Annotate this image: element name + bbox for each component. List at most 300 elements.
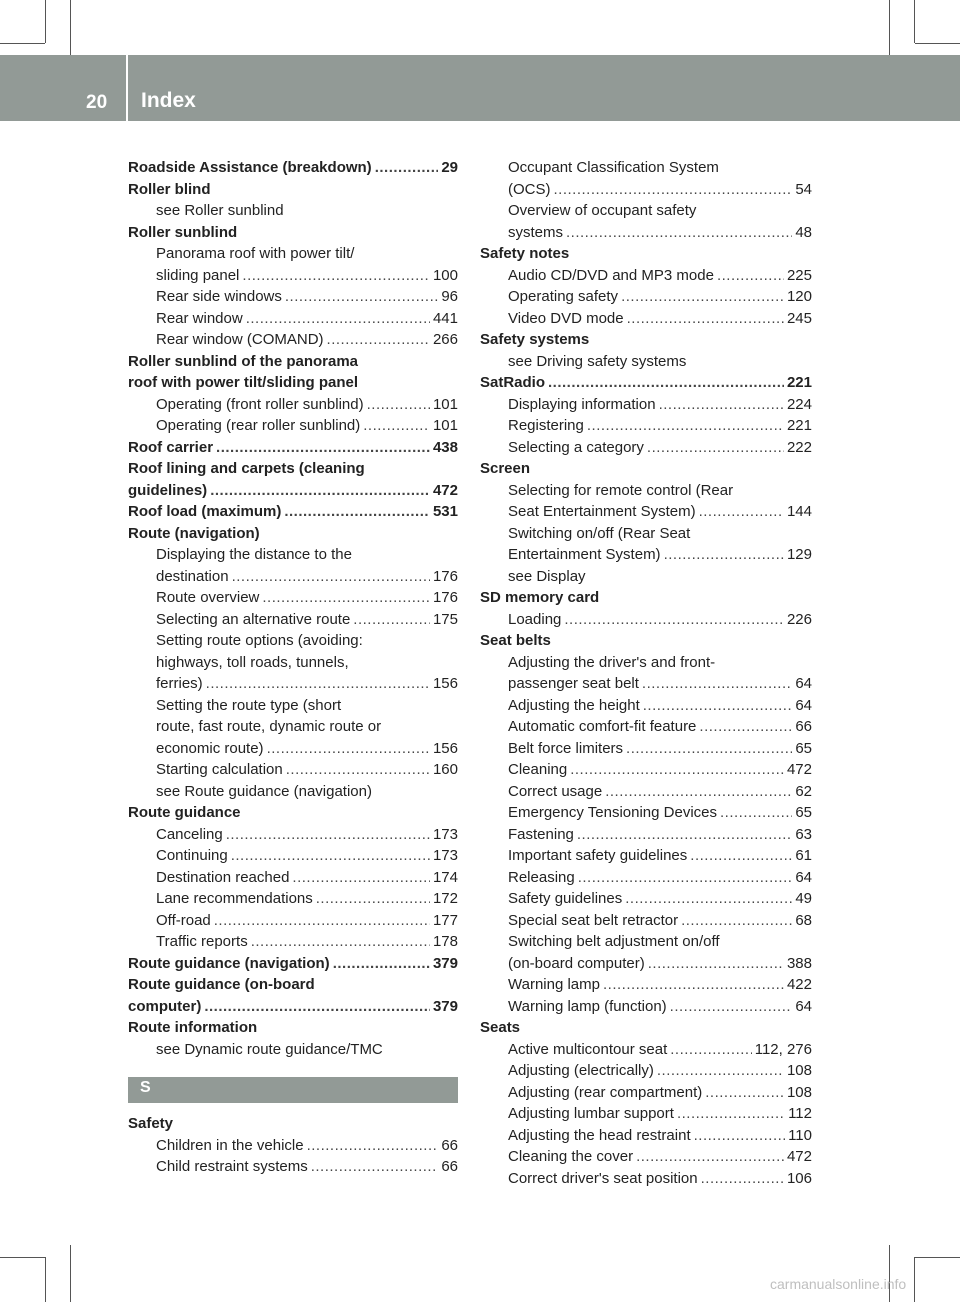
index-entry-heading [128,157,458,179]
entry-text: Route guidance [128,804,241,821]
page-reference: 101 [432,395,458,413]
leader-dots [333,953,430,975]
entry-text: Special seat belt retractor [508,911,679,929]
entry-text: Adjusting the driver's and front- [508,653,716,671]
leader-dots [694,1125,785,1147]
page-reference: 106 [786,1169,812,1187]
page-reference: 379 [432,954,458,972]
index-entry-heading [128,222,458,244]
page-reference: 108 [786,1083,812,1101]
index-entry-sub [128,587,458,609]
entry-text: Loading [508,610,562,628]
leader-dots [699,716,792,738]
entry-text: Roller sunblind of the panorama [128,352,359,370]
entry-text: Selecting for remote control (Rear [508,481,734,499]
page-reference: 101 [432,417,458,434]
index-entry-sub [128,673,458,695]
page-reference: 64 [795,675,812,692]
index-entry-sub [480,265,812,287]
index-entry-heading [128,351,458,373]
page-reference: 66 [795,718,812,735]
index-entry-heading [128,458,458,480]
leader-dots [246,308,430,330]
entry-text: Setting the route type (short [156,696,342,714]
crop-mark [70,1245,71,1302]
index-entry-sub [480,523,812,545]
crop-mark [0,43,45,44]
leader-dots [566,222,792,244]
entry-text: Roadside Assistance (breakdown) [128,159,372,176]
index-entry-sub [480,286,812,308]
index-entry-sub [480,759,812,781]
index-entry-sub [480,910,812,932]
page-reference: 226 [786,610,812,628]
index-entry-sub [128,759,458,781]
entry-text: Audio CD/DVD and MP3 mode [508,266,714,284]
page-reference: 112 [788,1105,812,1122]
page-reference: 29 [441,159,458,176]
entry-text: Occupant Classification System [508,159,719,176]
index-entry-sub [128,652,458,674]
entry-text: economic route) [156,739,264,757]
entry-text: see Driving safety systems [508,352,687,370]
page-reference: 108 [786,1062,812,1079]
entry-text: Cleaning [508,761,568,778]
entry-text: Rear window (COMAND) [156,331,324,348]
index-entry-sub [128,695,458,717]
page-reference: 225 [786,266,812,284]
crop-mark [889,0,890,55]
leader-dots [226,824,430,846]
crop-mark [914,1257,915,1302]
index-entry-sub [128,394,458,416]
leader-dots [232,566,430,588]
page-reference: 64 [795,997,812,1015]
entry-text: Selecting a category [508,438,644,456]
page-reference: 64 [795,868,812,886]
leader-dots [210,480,430,502]
index-entry-sub [480,1103,812,1125]
entry-text: (OCS) [508,180,551,198]
crop-mark [915,43,960,44]
leader-dots [627,308,784,330]
leader-dots [311,1156,439,1178]
page-reference: 173 [432,825,458,843]
index-entry-heading [128,996,458,1018]
index-entry-heading [128,501,458,523]
index-entry-sub [480,501,812,523]
entry-text: Seat Entertainment System) [508,503,696,520]
entry-text: Starting calculation [156,761,283,778]
leader-dots [664,544,784,566]
leader-dots [367,394,430,416]
entry-text: guidelines) [128,481,208,499]
index-entry-sub [480,996,812,1018]
leader-dots [677,1103,785,1125]
page-reference: 176 [432,589,458,606]
entry-text: Route guidance (on-board [128,976,315,993]
index-entry-sub [480,953,812,975]
index-entry-sub [480,480,812,502]
index-entry-sub [128,716,458,738]
leader-dots [587,415,784,437]
leader-dots [657,1060,784,1082]
entry-text: Route guidance (navigation) [128,954,330,972]
leader-dots [216,437,430,459]
entry-text: Selecting an alternative route [156,610,351,628]
entry-text: Safety guidelines [508,890,623,907]
leader-dots [720,802,792,824]
leader-dots [648,953,784,975]
index-entry-sub [480,716,812,738]
page-reference: 175 [432,610,458,628]
index-entry-sub [128,867,458,889]
entry-text: Safety [128,1115,174,1132]
index-entry-sub [480,802,812,824]
leader-dots [251,931,430,953]
page-reference: 100 [432,266,458,284]
entry-text: Seat belts [480,632,551,649]
entry-text: Continuing [156,847,228,864]
leader-dots [570,759,784,781]
index-entry-heading [128,372,458,394]
entry-text: Adjusting (rear compartment) [508,1083,703,1101]
leader-dots [206,673,430,695]
index-entry-heading [480,587,812,609]
page-reference: 62 [795,782,812,800]
entry-text: Screen [480,460,531,477]
index-entry-sub [128,888,458,910]
entry-text: Setting route options (avoiding: [156,632,363,649]
index-entry-heading [128,1017,458,1039]
leader-dots [307,1135,439,1157]
entry-text: systems [508,223,564,241]
page-number: 20 [86,92,108,113]
page-reference: 64 [795,696,812,714]
entry-text: Adjusting (electrically) [508,1062,654,1079]
entry-text: Warning lamp [508,976,600,993]
index-entry-sub [480,609,812,631]
index-entry-sub [480,673,812,695]
entry-text: Lane recommendations [156,890,313,907]
page-reference: 379 [432,997,458,1015]
page-reference: 438 [432,438,458,456]
page-reference: 177 [432,911,458,929]
entry-text: Traffic reports [156,933,248,950]
leader-dots [285,286,438,308]
page-reference: 222 [786,438,812,456]
leader-dots [316,888,430,910]
index-entry-sub [480,1168,812,1190]
index-entry-sub [128,329,458,351]
entry-text: Automatic comfort-fit feature [508,718,697,735]
entry-text: Rear window [156,309,243,327]
page-reference: 178 [432,933,458,950]
entry-text: Roller blind [128,180,211,198]
entry-text: Adjusting the height [508,696,640,714]
entry-text: computer) [128,997,202,1015]
entry-text: see Route guidance (navigation) [156,782,372,800]
section-letter: S [140,1079,151,1096]
entry-text: Displaying the distance to the [156,546,352,563]
entry-text: Operating (front roller sunblind) [156,395,364,413]
page-reference: 66 [441,1136,458,1154]
entry-text: Warning lamp (function) [508,997,667,1015]
index-entry-sub [480,1039,812,1061]
page-reference: 172 [432,890,458,907]
leader-dots [578,867,793,889]
crop-mark [915,1257,960,1258]
page-reference: 129 [786,546,812,563]
leader-dots [625,888,792,910]
entry-text: Releasing [508,868,575,886]
leader-dots [717,265,784,287]
entry-text: Important safety guidelines [508,847,688,864]
entry-text: highways, toll roads, tunnels, [156,653,349,671]
leader-dots [642,673,792,695]
entry-text: Video DVD mode [508,309,624,327]
page-reference: 388 [786,954,812,972]
page-reference: 224 [786,395,812,413]
entry-text: Emergency Tensioning Devices [508,804,717,821]
entry-text: Rear side windows [156,288,282,305]
page-reference: 441 [432,309,458,327]
entry-text: Safety notes [480,245,570,262]
leader-dots [647,437,784,459]
leader-dots [705,1082,784,1104]
page-reference: 110 [788,1126,812,1144]
crop-mark [45,1257,46,1302]
entry-text: Switching belt adjustment on/off [508,933,720,950]
index-entry-sub [480,1146,812,1168]
page-reference: 68 [795,911,812,929]
index-entry-sub [480,781,812,803]
index-column-left [128,157,458,1060]
page-reference: 65 [795,739,812,757]
page-reference: 49 [795,890,812,907]
page-reference: 96 [441,288,458,305]
watermark: carmanualsonline.info [770,1276,907,1292]
index-column-right [480,157,812,1189]
header-divider [126,55,128,121]
index-entry-sub [128,1156,458,1178]
entry-text: Registering [508,417,584,434]
entry-text: Roof lining and carpets (cleaning [128,460,365,477]
index-entry-sub [480,931,812,953]
entry-text: Cleaning the cover [508,1148,634,1165]
page-reference: 66 [441,1158,458,1175]
leader-dots [621,286,784,308]
index-entry-sub [128,200,458,222]
page-title: Index [141,89,196,112]
entry-text: Roof load (maximum) [128,503,282,520]
page-reference: 531 [432,503,458,520]
page-reference: 266 [432,331,458,348]
index-entry-sub [128,845,458,867]
index-entry-sub [480,867,812,889]
entry-text: Switching on/off (Rear Seat [508,524,691,542]
index-entry-sub [480,566,812,588]
entry-text: Route (navigation) [128,524,260,542]
entry-text: Panorama roof with power tilt/ [156,245,355,262]
index-entry-heading [128,437,458,459]
index-entry-sub [128,738,458,760]
entry-text: Correct driver's seat position [508,1169,698,1187]
leader-dots [327,329,430,351]
page-reference: 54 [795,180,812,198]
crop-mark [914,0,915,43]
entry-text: Route overview [156,589,260,606]
index-entry-sub [128,286,458,308]
index-entry-sub [480,652,812,674]
entry-text: Safety systems [480,331,590,348]
index-entry-heading [480,1017,812,1039]
index-entry-sub [480,888,812,910]
entry-text: Belt force limiters [508,739,624,757]
index-entry-sub [128,910,458,932]
entry-text: Operating safety [508,288,619,305]
leader-dots [577,824,792,846]
index-entry-heading [480,243,812,265]
crop-mark [45,0,46,43]
leader-dots [554,179,793,201]
crop-mark [70,0,71,55]
leader-dots [375,157,439,179]
index-entry-heading [480,630,812,652]
page-reference: 221 [786,417,812,434]
page-reference: 48 [795,223,812,241]
page-reference: 160 [432,761,458,778]
entry-text: SatRadio [480,374,546,391]
entry-text: passenger seat belt [508,675,639,692]
index-entry-heading [480,329,812,351]
index-entry-sub [128,1135,458,1157]
leader-dots [636,1146,784,1168]
leader-dots [701,1168,784,1190]
index-entry-heading [128,523,458,545]
entry-text: ferries) [156,675,203,692]
leader-dots [690,845,792,867]
page-reference: 472 [786,761,812,778]
leader-dots [242,265,430,287]
entry-text: Children in the vehicle [156,1136,304,1154]
index-entry-sub [480,845,812,867]
page-reference: 245 [786,309,812,327]
leader-dots [670,996,793,1018]
index-entry-sub [480,544,812,566]
index-entry-heading [128,974,458,996]
index-entry-sub [480,415,812,437]
leader-dots [681,910,792,932]
entry-text: Fastening [508,825,574,843]
index-entry-sub [128,931,458,953]
index-entry-sub [480,351,812,373]
entry-text: roof with power tilt/sliding panel [128,374,358,391]
index-entry-heading [480,458,812,480]
entry-text: Canceling [156,825,223,843]
index-entry-sub [128,308,458,330]
section-letter-header [128,1077,458,1103]
index-entry-sub [480,974,812,996]
entry-text: SD memory card [480,589,600,606]
entry-text: see Dynamic route guidance/TMC [156,1040,383,1058]
leader-dots [231,845,430,867]
page-reference: 61 [795,847,812,864]
page-reference: 144 [786,503,812,520]
leader-dots [292,867,430,889]
index-entry-sub [128,824,458,846]
index-entry-sub [480,437,812,459]
entry-text: Child restraint systems [156,1158,308,1175]
entry-text: Roller sunblind [128,223,238,241]
index-entry-heading [128,802,458,824]
index-entry-sub [480,157,812,179]
index-entry-sub [480,1082,812,1104]
page-reference: 176 [432,567,458,585]
leader-dots [286,759,430,781]
entry-text: sliding panel [156,266,240,284]
index-entry-sub [128,265,458,287]
page-reference: 156 [432,739,458,757]
entry-text: Roof carrier [128,438,214,456]
index-entry-sub [480,824,812,846]
entry-text: see Roller sunblind [156,202,284,219]
page-reference: 112, 276 [754,1040,812,1058]
entry-text: Adjusting lumbar support [508,1105,674,1122]
crop-mark [889,1245,890,1302]
index-entry-sub [480,179,812,201]
entry-text: Destination reached [156,868,290,886]
page-reference: 120 [786,288,812,305]
leader-dots [603,974,784,996]
leader-dots [214,910,430,932]
index-entry-sub [480,1125,812,1147]
index-entry-sub [128,609,458,631]
index-entry-sub [480,200,812,222]
entry-text: Entertainment System) [508,546,661,563]
page-reference: 422 [786,976,812,993]
index-entry-heading [128,953,458,975]
entry-text: Displaying information [508,395,656,413]
index-entry-sub [128,243,458,265]
leader-dots [643,695,793,717]
leader-dots [605,781,792,803]
entry-text: Seats [480,1019,521,1036]
entry-text: route, fast route, dynamic route or [156,718,382,735]
entry-text: Operating (rear roller sunblind) [156,417,361,434]
leader-dots [699,501,784,523]
leader-dots [548,372,784,394]
index-entry-heading [480,372,812,394]
leader-dots [626,738,792,760]
index-entry-heading [128,1113,458,1135]
page-reference: 173 [432,847,458,864]
index-entry-sub [128,544,458,566]
entry-text: Adjusting the head restraint [508,1126,691,1144]
index-entry-sub [480,308,812,330]
index-entry-sub [128,566,458,588]
entry-text: destination [156,567,229,585]
index-entry-sub [480,695,812,717]
page-reference: 221 [786,374,812,391]
entry-text: Correct usage [508,782,603,800]
leader-dots [564,609,784,631]
entry-text: Route information [128,1019,258,1036]
leader-dots [267,738,430,760]
index-entry-sub [480,738,812,760]
index-entry-heading [128,480,458,502]
leader-dots [670,1039,751,1061]
